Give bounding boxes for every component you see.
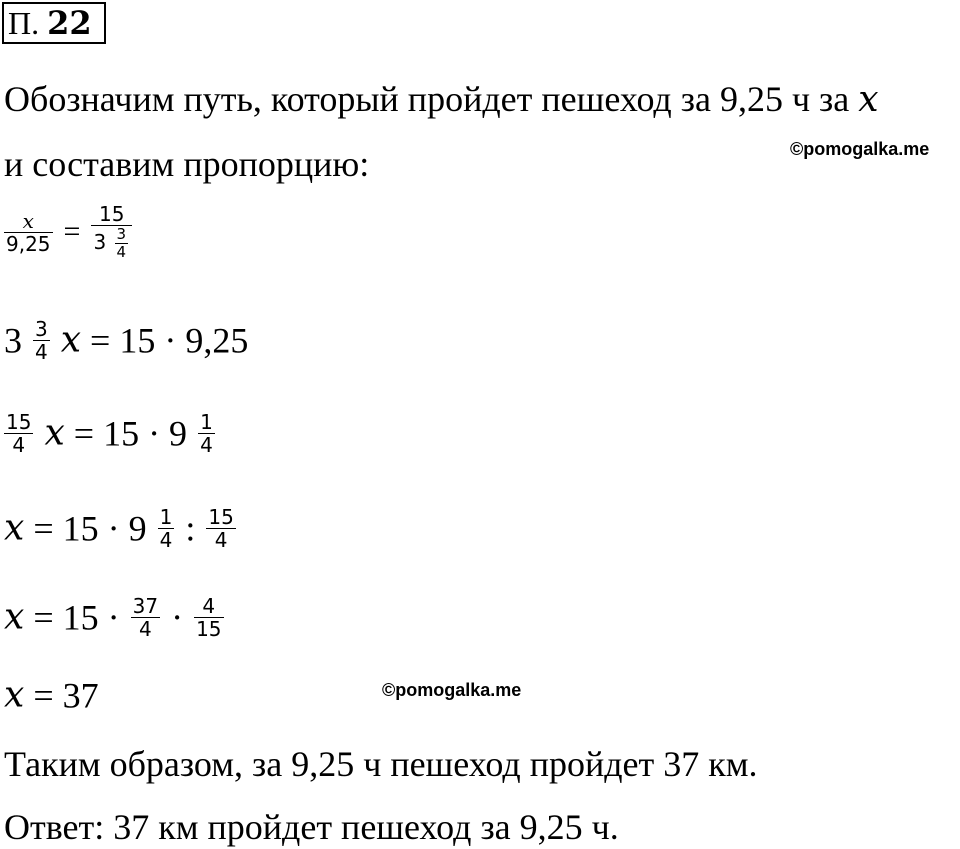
mixed-whole: 3	[4, 320, 22, 361]
fraction-divisor	[206, 506, 235, 551]
intro-variable: x	[858, 79, 879, 120]
mixed-denominator: 4	[116, 243, 127, 261]
division-sign: :	[185, 508, 196, 549]
fraction-coefficient	[4, 411, 33, 456]
mixed-fraction	[115, 226, 129, 261]
fraction-rhs-numerator: 15	[91, 203, 132, 226]
fraction-denominator: 15	[196, 617, 222, 642]
fraction-numerator: 15	[208, 505, 234, 530]
fraction-numerator: 37	[132, 594, 159, 619]
mixed-fraction	[158, 506, 175, 551]
fraction-numerator: 1	[200, 410, 213, 435]
equals-sign: =	[63, 215, 81, 248]
equation-middle: = 15 · 9	[73, 413, 188, 454]
variable-x: x	[4, 507, 25, 549]
equation-middle: = 15 · 9	[33, 508, 147, 549]
equation-middle: = 15 ·	[33, 597, 120, 638]
fraction-denominator: 4	[138, 617, 152, 642]
fraction-rhs-denominator	[91, 226, 132, 261]
fraction-denominator: 4	[35, 340, 48, 365]
equation-step-5	[4, 667, 99, 721]
watermark-middle: ©pomogalka.me	[382, 680, 522, 700]
variable-x: x	[4, 674, 25, 716]
variable-x: x	[4, 596, 25, 638]
fraction-denominator: 4	[159, 528, 173, 553]
watermark-top: ©pomogalka.me	[790, 139, 930, 159]
equation-step-1	[4, 312, 248, 366]
mixed-whole: 3	[93, 230, 107, 254]
fraction-denominator: 4	[200, 433, 213, 458]
fraction-numerator: 4	[194, 595, 223, 618]
equation-result: = 37	[33, 675, 99, 716]
fraction-rhs	[91, 203, 132, 261]
mixed-fraction	[33, 318, 50, 363]
fraction-denominator: 4	[214, 528, 228, 553]
intro-text: Обозначим путь, который пройдет пешеход за 9,25 ч за	[4, 79, 850, 119]
fraction-first	[131, 595, 160, 640]
fraction-lhs-numerator: x	[4, 210, 53, 233]
mixed-numerator: 3	[116, 225, 127, 243]
equation-rest: = 15 · 9,25	[90, 320, 249, 361]
variable-x: x	[44, 412, 65, 454]
problem-number-box	[2, 2, 106, 44]
fraction-numerator: 1	[159, 505, 173, 530]
fraction-lhs	[4, 210, 53, 255]
intro-line-2: и составим пропорцию:	[4, 144, 370, 184]
multiply-sign: ·	[171, 597, 184, 638]
fraction-lhs-denominator: 9,25	[6, 231, 51, 256]
intro-line-1	[4, 77, 879, 122]
answer-text: Ответ: 37 км пройдет пешеход за 9,25 ч.	[4, 807, 619, 847]
fraction-numerator: 15	[6, 410, 32, 435]
equation-step-2	[2, 405, 217, 459]
equation-step-4	[4, 589, 226, 643]
fraction-second	[194, 595, 223, 640]
proportion	[2, 203, 134, 261]
mixed-fraction	[198, 411, 215, 456]
conclusion-text: Таким образом, за 9,25 ч пешеход пройдет 37 км.	[4, 744, 758, 784]
fraction-denominator: 4	[12, 433, 26, 458]
variable-x: x	[60, 319, 82, 361]
problem-number: 22	[47, 4, 92, 42]
fraction-numerator: 3	[35, 317, 48, 342]
equation-step-3	[4, 500, 238, 554]
problem-prefix: П.	[8, 5, 40, 41]
